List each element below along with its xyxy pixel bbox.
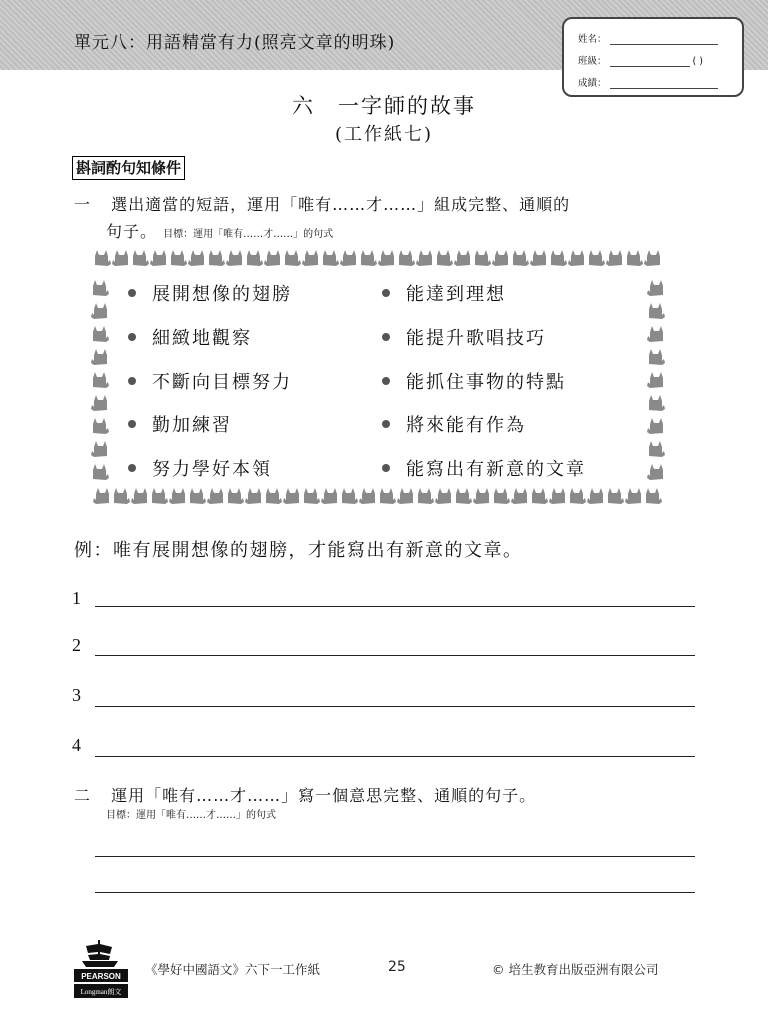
answer-number-3: 3 (72, 685, 81, 705)
cat-icon (93, 372, 109, 388)
cat-icon (532, 488, 548, 504)
cat-icon (647, 326, 663, 342)
cat-icon (647, 464, 663, 480)
cat-icon (245, 488, 261, 504)
cat-icon (397, 488, 413, 504)
cat-icon (530, 250, 546, 266)
answer-line-4[interactable] (95, 756, 695, 757)
cat-icon (649, 349, 665, 365)
cat-icon (570, 488, 586, 504)
cat-icon (93, 418, 109, 434)
cat-icon (266, 488, 282, 504)
cat-icon (171, 250, 187, 266)
option-left-1: 展開想像的翅膀 (128, 280, 292, 306)
answer-line-2[interactable] (95, 655, 695, 656)
cat-icon (112, 250, 128, 266)
cat-icon (91, 395, 107, 411)
option-left-2: 細緻地觀察 (128, 324, 252, 350)
class-field[interactable] (610, 56, 690, 67)
cat-icon (378, 250, 394, 266)
cat-icon (91, 441, 107, 457)
cat-icon (93, 280, 109, 296)
option-right-2: 能提升歌唱技巧 (382, 324, 546, 350)
cat-icon (587, 488, 603, 504)
bullet-icon (128, 289, 136, 297)
bullet-icon (128, 333, 136, 341)
bullet-icon (382, 420, 390, 428)
cat-icon (152, 488, 168, 504)
cat-icon (190, 488, 206, 504)
question-1-text-2: 句子。 (106, 222, 158, 241)
options-frame (90, 244, 666, 508)
question-2 (74, 783, 536, 806)
cat-icon (649, 395, 665, 411)
cat-icon (606, 250, 622, 266)
cat-icon (647, 372, 663, 388)
cat-icon (549, 488, 565, 504)
footer-book-title: 《學好中國語文》六下一工作紙 (145, 962, 321, 977)
cat-icon (435, 488, 451, 504)
cat-icon (646, 488, 662, 504)
answer-line-1[interactable] (95, 606, 695, 607)
question-1-line-1 (74, 192, 570, 215)
cat-icon (304, 488, 320, 504)
cat-icon (247, 250, 263, 266)
cat-icon (437, 250, 453, 266)
option-left-3: 不斷向目標努力 (128, 368, 292, 394)
cat-icon (418, 488, 434, 504)
option-left-5: 努力學好本領 (128, 455, 272, 481)
cat-icon (513, 250, 529, 266)
question-1-number: 一 (74, 195, 92, 214)
cat-icon (302, 250, 318, 266)
cat-icon (568, 250, 584, 266)
cat-icon (133, 250, 149, 266)
logo-sub: Longman朗文 (80, 988, 122, 996)
cat-icon (114, 488, 130, 504)
cat-icon (647, 280, 663, 296)
question-2-number: 二 (74, 786, 92, 805)
bullet-icon (128, 377, 136, 385)
cat-icon (416, 250, 432, 266)
unit-title: 單元八：用語精當有力(照亮文章的明珠) (74, 33, 396, 53)
bullet-icon (382, 464, 390, 472)
name-field[interactable] (610, 34, 718, 45)
cat-icon (91, 349, 107, 365)
cat-icon (283, 488, 299, 504)
cat-icon (93, 464, 109, 480)
cat-icon (359, 488, 375, 504)
cat-icon (649, 441, 665, 457)
cat-icon (93, 326, 109, 342)
cat-icon (492, 250, 508, 266)
cat-icon (649, 303, 665, 319)
bullet-icon (382, 289, 390, 297)
cat-icon (131, 488, 147, 504)
cat-icon (321, 488, 337, 504)
cat-icon (340, 250, 356, 266)
cat-icon (494, 488, 510, 504)
bullet-icon (382, 333, 390, 341)
cat-icon (150, 250, 166, 266)
bullet-icon (128, 420, 136, 428)
cat-icon (627, 250, 643, 266)
section-tag: 斟詞酌句知條件 (72, 156, 185, 180)
cat-icon (91, 303, 107, 319)
score-row (578, 75, 718, 89)
cat-icon (95, 250, 111, 266)
answer-number-4: 4 (72, 735, 81, 755)
question-1-line-2 (106, 219, 333, 242)
option-left-4: 勤加練習 (128, 411, 232, 437)
option-right-5: 能寫出有新意的文章 (382, 455, 586, 481)
cat-icon (647, 418, 663, 434)
footer-publisher: © 培生教育出版亞洲有限公司 (492, 962, 659, 977)
cat-icon (625, 488, 641, 504)
cat-icon (399, 250, 415, 266)
bullet-icon (128, 464, 136, 472)
cat-icon (169, 488, 185, 504)
name-row (578, 31, 718, 45)
cat-icon (207, 488, 223, 504)
footer-page-number: 25 (388, 959, 406, 975)
cat-icon (226, 250, 242, 266)
question-2-text: 運用「唯有……才……」寫一個意思完整、通順的句子。 (111, 786, 537, 805)
cat-icon (608, 488, 624, 504)
question-2-goal: 目標：運用「唯有……才……」的句式 (106, 810, 276, 821)
bullet-icon (382, 377, 390, 385)
cat-icon (188, 250, 204, 266)
answer-number-1: 1 (72, 588, 81, 608)
cat-icon (361, 250, 377, 266)
cat-icon (323, 250, 339, 266)
cat-icon (589, 250, 605, 266)
page-subtitle: (工作紙七) (334, 124, 434, 145)
cat-icon (456, 488, 472, 504)
score-field[interactable] (610, 78, 718, 89)
cat-icon (342, 488, 358, 504)
class-label: 班級： (578, 56, 607, 67)
option-right-1: 能達到理想 (382, 280, 506, 306)
example-sentence: 例：唯有展開想像的翅膀，才能寫出有新意的文章。 (74, 540, 523, 561)
answer-line-5[interactable] (95, 856, 695, 857)
answer-number-2: 2 (72, 635, 81, 655)
logo-brand: PEARSON (81, 972, 121, 981)
cat-icon (209, 250, 225, 266)
answer-line-6[interactable] (95, 892, 695, 893)
option-right-4: 將來能有作為 (382, 411, 526, 437)
cat-icon (473, 488, 489, 504)
name-label: 姓名： (578, 34, 607, 45)
cat-icon (511, 488, 527, 504)
question-1-text: 選出適當的短語，運用「唯有……才……」組成完整、通順的 (111, 195, 571, 214)
cat-icon (644, 250, 660, 266)
cat-icon (228, 488, 244, 504)
answer-line-3[interactable] (95, 706, 695, 707)
pearson-logo (74, 938, 128, 1000)
cat-icon (454, 250, 470, 266)
cat-icon (380, 488, 396, 504)
cat-icon (93, 488, 109, 504)
question-1-goal: 目標：運用「唯有……才……」的句式 (163, 229, 334, 240)
cat-icon (475, 250, 491, 266)
page-title: 六 一字師的故事 (292, 94, 476, 118)
score-label: 成績： (578, 78, 607, 89)
cat-icon (285, 250, 301, 266)
class-row (578, 53, 703, 67)
cat-icon (264, 250, 280, 266)
student-info-box (562, 17, 744, 97)
cat-icon (551, 250, 567, 266)
option-right-3: 能抓住事物的特點 (382, 368, 566, 394)
class-number-paren: ( ) (692, 56, 703, 67)
